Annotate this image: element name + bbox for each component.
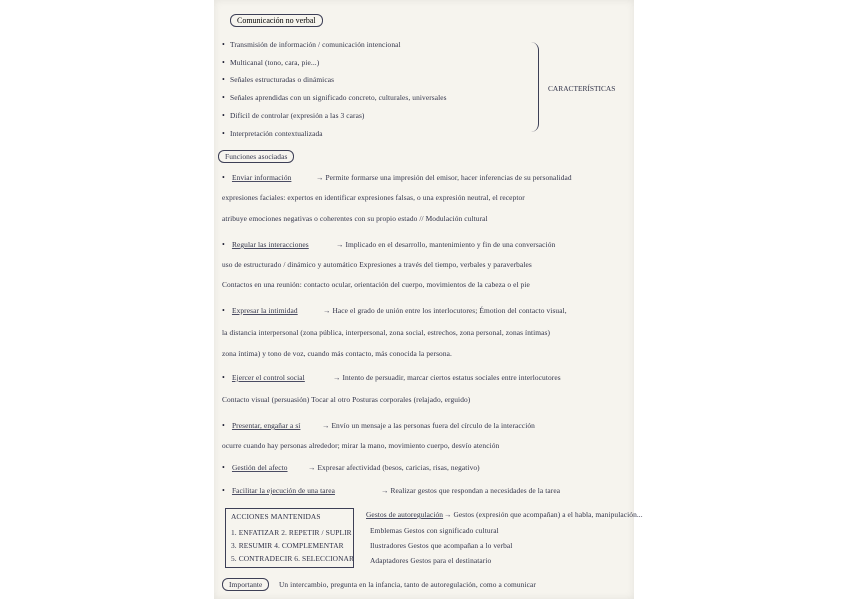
function-1-line-2: expresiones faciales: expertos en identificar expresiones falsas, o una expresión neutral, el receptor [222, 193, 525, 202]
function-3-line-1: → Hace el grado de unión entre los interlocutores; Émotion del contacto visual, [323, 306, 567, 315]
side-notes-line-2: Emblemas Gestos con significado cultural [370, 526, 499, 535]
page-title-text: Comunicación no verbal [230, 14, 323, 27]
function-2-line-3: Contactos en una reunión: contacto ocular, orientación del cuerpo, movimientos de la cabeza o el pie [222, 280, 530, 289]
functions-title [218, 152, 294, 161]
function-2-title [222, 240, 309, 249]
characteristics-label: CARACTERÍSTICAS [548, 84, 616, 93]
function-3-title [222, 306, 298, 315]
footer-text: Un intercambio, pregunta en la infancia, tanto de autoregulación, como a comunicar [279, 580, 536, 589]
function-4-line-1: → Intento de persuadir, marcar ciertos estatus sociales entre interlocutores [333, 373, 561, 382]
side-notes-title-text: Gestos de autoregulación [366, 510, 444, 519]
footer-label-text: Importante [222, 578, 269, 591]
actions-item-1: 1. ENFATIZAR 2. REPETIR / SUPLIR [231, 528, 352, 537]
function-1-line-1: → Permite formarse una impresión del emisor, hacer inferencias de su personalidad [316, 173, 572, 182]
function-5-line-1: → Envío un mensaje a las personas fuera del círculo de la interacción [322, 421, 535, 430]
function-6-line-1: → Expresar afectividad (besos, caricias, risas, negativo) [308, 463, 480, 472]
characteristic-1: • Transmisión de información / comunicación intencional [222, 40, 401, 49]
characteristic-3: • Señales estructuradas o dinámicas [222, 75, 334, 84]
function-1-title [222, 173, 291, 182]
function-5-title [222, 421, 300, 430]
characteristic-6: • Interpretación contextualizada [222, 129, 323, 138]
function-6-title-text: Gestión del afecto [231, 463, 288, 472]
function-7-line-1: → Realizar gestos que respondan a necesidades de la tarea [381, 486, 561, 495]
page-title [230, 16, 323, 25]
side-notes-line-3: Ilustradores Gestos que acompañan a lo verbal [370, 541, 513, 550]
characteristic-2: • Multicanal (tono, cara, pie...) [222, 58, 319, 67]
function-4-title [222, 373, 305, 382]
function-1-title-text: Enviar información [231, 173, 292, 182]
side-notes-line-4: Adaptadores Gestos para el destinatario [370, 556, 492, 565]
function-7-title [222, 486, 335, 495]
actions-box-title: ACCIONES MANTENIDAS [231, 512, 321, 521]
function-4-line-2: Contacto visual (persuasión) Tocar al otro Posturas corporales (relajado, erguido) [222, 395, 471, 404]
functions-title-text: Funciones asociadas [218, 150, 294, 163]
actions-item-3: 5. CONTRADECIR 6. SELECCIONAR [231, 554, 355, 563]
function-4-title-text: Ejercer el control social [231, 373, 305, 382]
function-2-title-text: Regular las interacciones [231, 240, 309, 249]
characteristic-5: • Difícil de controlar (expresión a las 3 caras) [222, 111, 365, 120]
function-2-line-2: uso de estructurado / dinámico y automático Expresiones a través del tiempo, verbales y paraverbales [222, 260, 532, 269]
function-5-line-2: ocurre cuando hay personas alrededor; mirar la mano, movimiento cuerpo, desvío atención [222, 441, 500, 450]
function-1-line-3: atribuye emociones negativas o coherentes con su propio estado // Modulación cultural [222, 214, 488, 223]
function-2-line-1: → Implicado en el desarrollo, mantenimiento y fin de una conversación [336, 240, 556, 249]
side-notes-line-1: → Gestos (expresión que acompañan) a el habla, manipulación... [444, 510, 643, 519]
actions-item-2: 3. RESUMIR 4. COMPLEMENTAR [231, 541, 344, 550]
function-3-title-text: Expresar la intimidad [231, 306, 298, 315]
function-3-line-3: zona íntima) y tono de voz, cuando más contacto, más conocida la persona. [222, 349, 452, 358]
characteristic-4: • Señales aprendidas con un significado concreto, culturales, universales [222, 93, 447, 102]
function-6-title [222, 463, 288, 472]
function-7-title-text: Facilitar la ejecución de una tarea [231, 486, 335, 495]
function-5-title-text: Presentar, engañar a sí [231, 421, 301, 430]
function-3-line-2: la distancia interpersonal (zona pública, interpersonal, zona social, estrechos, zona personal, zonas íntimas) [222, 328, 551, 337]
footer-label [222, 580, 269, 589]
side-notes-title [366, 510, 443, 519]
characteristics-brace [528, 42, 539, 132]
